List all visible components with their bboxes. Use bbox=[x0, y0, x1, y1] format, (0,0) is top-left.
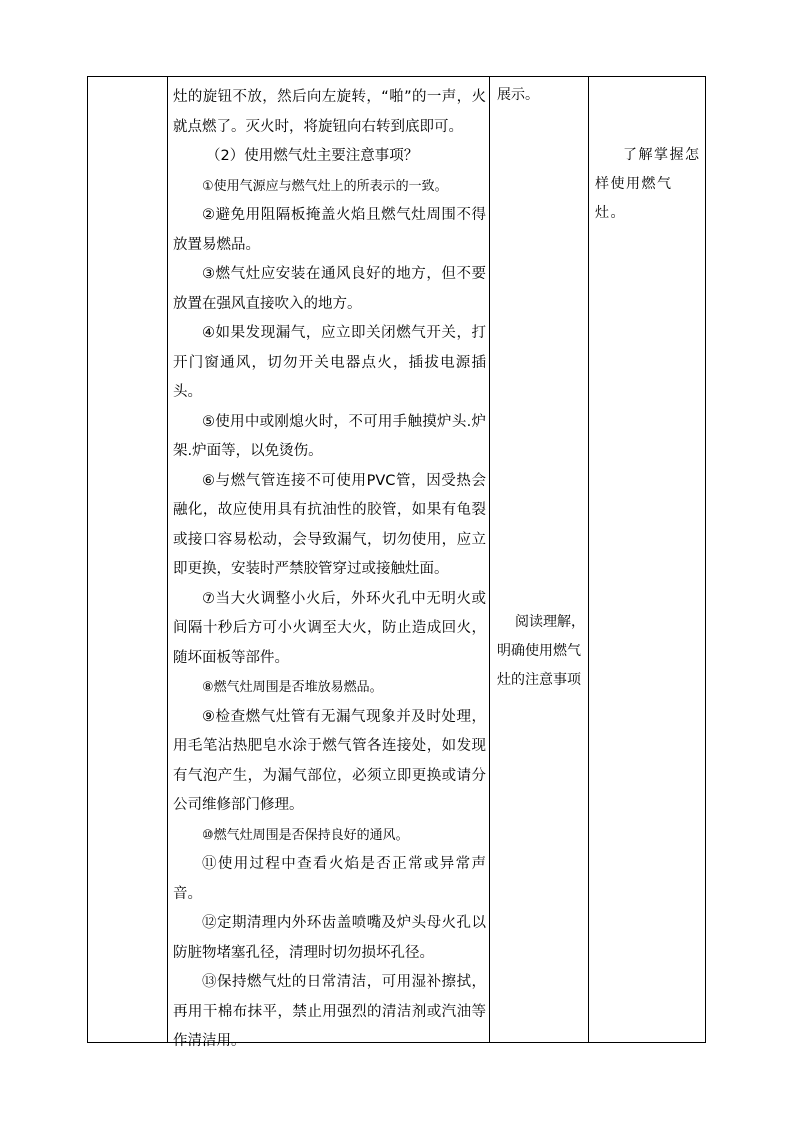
paragraph: ②避免用阻隔板掩盖火焰且燃气灶周围不得放置易燃品。 bbox=[173, 207, 486, 253]
paragraph: ⑤使用中或刚熄火时，不可用手触摸炉头.炉架.炉面等，以免烫伤。 bbox=[173, 413, 486, 459]
paragraph: ⑩燃气灶周围是否保持良好的通风。 bbox=[202, 827, 409, 843]
student-activity-cell bbox=[491, 77, 589, 1042]
paragraph: ⑦当大火调整小火后，外环火孔中无明火或间隔十秒后方可小火调至大火，防止造成回火，随坏面板等部件。 bbox=[173, 590, 486, 666]
intent-text: 了解掌握怎样使用燃气灶。 bbox=[595, 147, 701, 221]
paragraph: ③燃气灶应安装在通风良好的地方，但不要放置在强风直接吹入的地方。 bbox=[173, 266, 486, 312]
activity-text-mid: 阅读理解，明确使用燃气灶的注意事项 bbox=[497, 614, 585, 688]
teaching-content-cell bbox=[168, 77, 490, 1049]
lesson-table bbox=[87, 76, 706, 1049]
paragraph: ⑧燃气灶周围是否堆放易燃品。 bbox=[202, 680, 383, 695]
paragraph: ⑪使用过程中查看火焰是否正常或异常声音。 bbox=[173, 856, 486, 902]
paragraph: ①使用气源应与燃气灶上的所表示的一致。 bbox=[202, 178, 448, 194]
paragraph: 灶的旋钮不放，然后向左旋转，“啪”的一声，火就点燃了。灭火时，将旋钮向右转到底即可。 bbox=[173, 89, 486, 135]
paragraph: ⑬保持燃气灶的日常清洁，可用湿补擦拭，再用干棉布抹平，禁止用强烈的清洁剂或汽油等作清洁用。 bbox=[173, 974, 486, 1049]
paragraph: ⑫定期清理内外环齿盖喷嘴及炉头母火孔以防脏物堵塞孔径，清理时切勿损坏孔径。 bbox=[173, 915, 486, 961]
paragraph: （2）使用燃气灶主要注意事项？ bbox=[206, 148, 419, 164]
paragraph: ⑥与燃气管连接不可使用PVC管，因受热会融化，故应使用具有抗油性的胶管，如果有龟裂或接口容易松动，会导致漏气，切勿使用，应立即更换，安装时严禁胶管穿过或接触灶面。 bbox=[173, 472, 486, 577]
paragraph: ⑨检查燃气灶管有无漏气现象并及时处理，用毛笔沾热肥皂水涂于燃气管各连接处，如发现有气泡产生，为漏气部位，必须立即更换或请分公司维修部门修理。 bbox=[173, 708, 486, 813]
paragraph: ④如果发现漏气，应立即关闭燃气开关，打开门窗通风，切勿开关电器点火，插拔电源插头。 bbox=[173, 325, 486, 400]
activity-text-top: 展示。 bbox=[497, 87, 539, 103]
design-intent-cell bbox=[590, 77, 707, 1042]
